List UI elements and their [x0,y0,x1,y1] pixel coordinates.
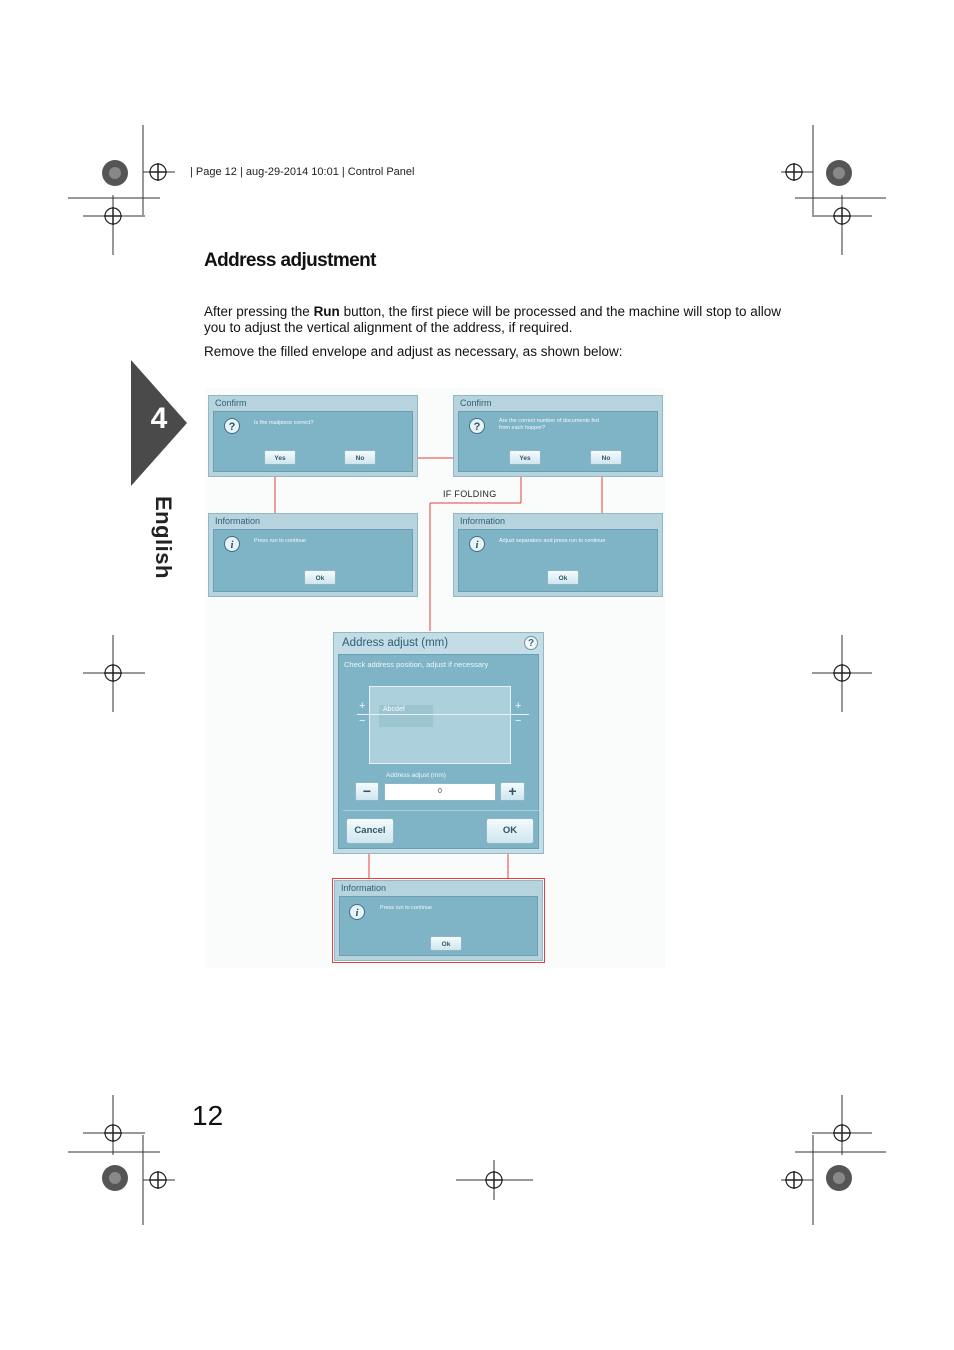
info-dialog-adjust-separators [453,513,663,597]
address-adjust-input[interactable]: 0 [384,783,496,801]
dialog-body [458,529,658,592]
dialog-message: Adjust separators and press run to continue [499,538,606,544]
cancel-button[interactable]: Cancel [346,818,394,844]
dialog-title: Information [341,883,387,893]
instruction-text: Check address position, adjust if necessary [344,660,489,669]
question-icon: ? [224,418,240,434]
yes-button[interactable]: Yes [509,450,541,465]
info-dialog-press-run [208,513,418,597]
dialog-title: Confirm [215,398,247,408]
dialog-title: Confirm [460,398,492,408]
dialog-title: Information [460,516,506,526]
dialog-message: Is the mailpiece correct? [254,420,314,426]
ok-button[interactable]: OK [486,818,534,844]
dialog-message: Press run to continue [254,538,306,544]
no-button[interactable]: No [344,450,376,465]
instruction-paragraph: Remove the filled envelope and adjust as necessary, as shown below: [204,344,623,359]
info-icon: i [349,904,365,920]
plus-indicator-right: + [515,700,522,712]
page-number: 12 [192,1100,224,1131]
dialog-body [458,411,658,472]
chapter-number: 4 [150,402,168,435]
ok-button[interactable]: Ok [430,936,462,951]
dialog-title: Information [215,516,261,526]
confirm-dialog-mailpiece [208,395,418,477]
address-preview-text: Abcdef [383,706,405,713]
intro-paragraph: After pressing the Run button, the first piece will be processed and the machine will stop to allow you to adjust the vertical alignment of the address, if required. [204,304,782,335]
running-head: | Page 12 | aug-29-2014 10:01 | Control Panel [190,166,415,178]
field-label: Address adjust (mm) [386,772,446,779]
divider [343,810,539,811]
dialog-body [338,654,539,849]
dialog-message: Press run to continue [380,905,432,911]
chapter-language: English [151,496,176,579]
section-title: Address adjustment [204,250,376,271]
alignment-guide [357,714,529,715]
no-button[interactable]: No [590,450,622,465]
address-adjust-dialog [333,632,544,854]
plus-indicator-left: + [359,700,366,712]
yes-button[interactable]: Yes [264,450,296,465]
info-icon: i [224,536,240,552]
envelope-preview [369,686,511,764]
minus-indicator-left: − [359,715,366,727]
dialog-title: Address adjust (mm) [342,637,449,649]
help-icon[interactable]: ? [524,636,538,650]
dialog-message: Are the correct number of documents fed from each hopper? [499,418,599,431]
decrease-button[interactable]: − [355,782,379,801]
dialog-body [339,896,538,956]
dialog-body [213,529,413,592]
question-icon: ? [469,418,485,434]
increase-button[interactable]: + [500,782,525,801]
flow-label-if-folding: IF FOLDING [443,489,497,499]
info-dialog-final [334,880,543,961]
minus-indicator-right: − [515,715,522,727]
confirm-dialog-documents [453,395,663,477]
ok-button[interactable]: Ok [547,570,579,585]
ok-button[interactable]: Ok [304,570,336,585]
dialog-body [213,411,413,472]
info-icon: i [469,536,485,552]
